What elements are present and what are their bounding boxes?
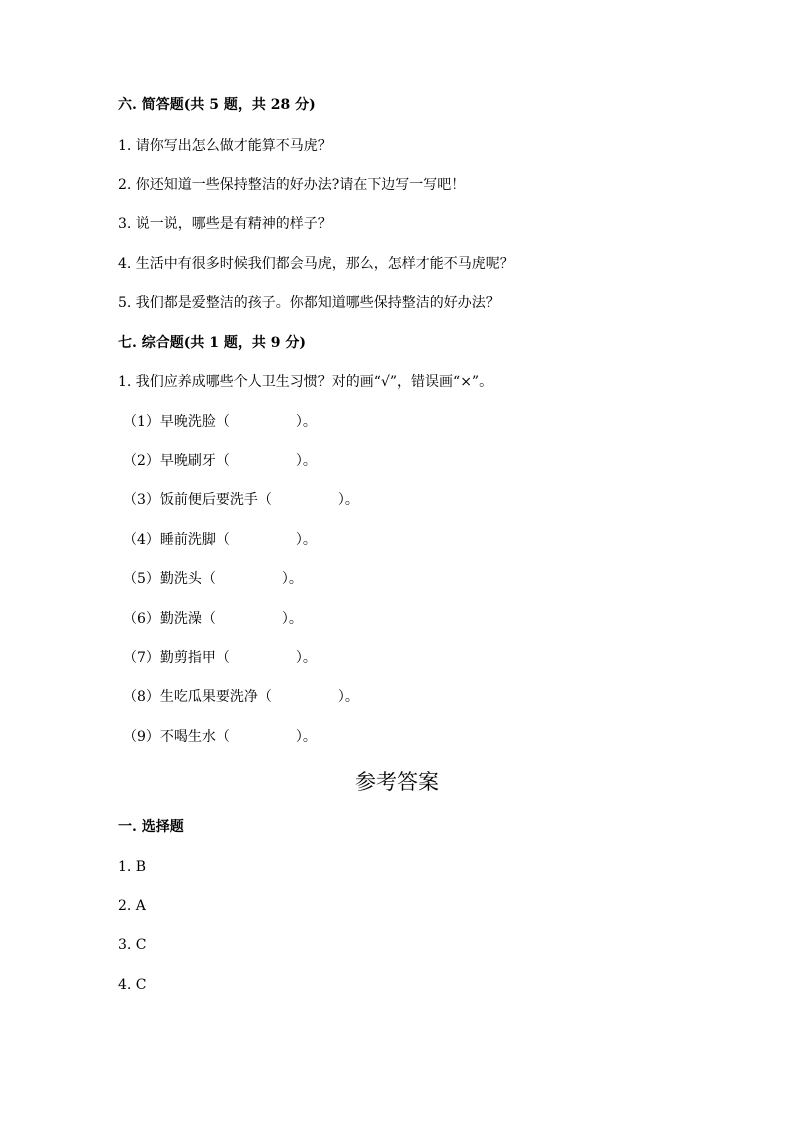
section-7-question-1: 1. 我们应养成哪些个人卫生习惯？对的画“√”，错误画“×”。: [118, 374, 494, 390]
habit-item-3: [123, 490, 359, 510]
habit-item-close: ）。: [295, 414, 317, 430]
habit-item-close: ）。: [337, 492, 359, 508]
answer-item-2: 2. A: [118, 898, 146, 914]
section-6-question-5: 5. 我们都是爱整洁的孩子。你都知道哪些保持整洁的好办法？: [118, 295, 500, 311]
answer-item-4: 4. C: [118, 977, 147, 993]
section-6-question-4: 4. 生活中有很多时候我们都会马虎，那么，怎样才能不马虎呢？: [118, 256, 514, 272]
habit-item-9: [123, 727, 317, 747]
answer-section-1-heading: 一. 选择题: [118, 819, 184, 835]
habit-item-close: ）。: [295, 532, 317, 548]
section-7-heading: 七. 综合题(共 1 题，共 9 分): [118, 335, 306, 351]
section-6-question-3: 3. 说一说，哪些是有精神的样子？: [118, 216, 332, 232]
habit-item-text: （8）生吃瓜果要洗净（: [123, 689, 272, 705]
habit-item-6: [123, 609, 303, 629]
section-6-question-2: 2. 你还知道一些保持整洁的好办法?请在下边写一写吧！: [118, 177, 466, 193]
habit-item-text: （5）勤洗头（: [123, 571, 216, 587]
habit-item-2: [123, 451, 317, 471]
habit-item-close: ）。: [295, 453, 317, 469]
habit-item-text: （6）勤洗澡（: [123, 611, 216, 627]
habit-item-7: [123, 648, 317, 668]
habit-item-close: ）。: [337, 689, 359, 705]
section-6-question-1: 1. 请你写出怎么做才能算不马虎？: [118, 138, 332, 154]
habit-item-4: [123, 530, 317, 550]
habit-item-text: （4）睡前洗脚（: [123, 532, 230, 548]
habit-item-close: ）。: [281, 571, 303, 587]
habit-item-8: [123, 687, 359, 707]
habit-item-text: （3）饭前便后要洗手（: [123, 492, 272, 508]
answer-item-1: 1. B: [118, 859, 147, 875]
section-6-heading: 六. 简答题(共 5 题，共 28 分): [118, 97, 316, 113]
habit-item-text: （1）早晚洗脸（: [123, 414, 230, 430]
habit-item-5: [123, 569, 303, 589]
habit-item-text: （2）早晚刷牙（: [123, 453, 230, 469]
habit-item-close: ）。: [295, 650, 317, 666]
habit-item-text: （9）不喝生水（: [123, 729, 230, 745]
answer-item-3: 3. C: [118, 937, 147, 953]
answer-key-title: 参考答案: [355, 770, 439, 794]
habit-item-1: [123, 412, 317, 432]
habit-item-close: ）。: [295, 729, 317, 745]
habit-item-text: （7）勤剪指甲（: [123, 650, 230, 666]
habit-item-close: ）。: [281, 611, 303, 627]
